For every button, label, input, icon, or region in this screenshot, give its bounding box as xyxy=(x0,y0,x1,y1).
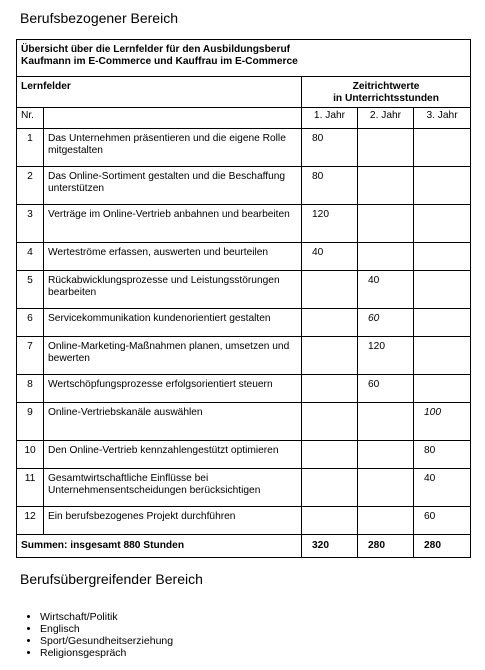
table-row xyxy=(17,375,471,403)
row-year2 xyxy=(358,469,414,507)
col-header-nr: Nr. xyxy=(17,108,44,129)
row-year3 xyxy=(414,129,471,167)
table-sum-row xyxy=(17,535,471,558)
section-title-berufsuebergreifend: Berufsübergreifender Bereich xyxy=(20,571,203,587)
row-text: Das Unternehmen präsentieren und die eigene Rolle mitgestalten xyxy=(44,129,302,167)
row-year3 xyxy=(414,243,471,271)
col-header-year1: 1. Jahr xyxy=(302,108,358,129)
sum-year3: 280 xyxy=(414,535,471,558)
row-year3 xyxy=(414,337,471,375)
col-header-year3: 3. Jahr xyxy=(414,108,471,129)
table-row xyxy=(17,243,471,271)
row-year1 xyxy=(302,337,358,375)
row-year3: 40 xyxy=(414,469,471,507)
table-row xyxy=(17,205,471,243)
row-nr: 10 xyxy=(17,441,44,469)
table-row xyxy=(17,403,471,441)
row-year2 xyxy=(358,205,414,243)
row-year2: 40 xyxy=(358,271,414,309)
row-year2 xyxy=(358,441,414,469)
row-text: Servicekommunikation kundenorientiert gestalten xyxy=(44,309,302,337)
row-nr: 6 xyxy=(17,309,44,337)
row-text: Rückabwicklungsprozesse und Leistungsstörungen bearbeiten xyxy=(44,271,302,309)
subjects-list xyxy=(22,611,173,659)
row-year1: 120 xyxy=(302,205,358,243)
row-text: Ein berufsbezogenes Projekt durchführen xyxy=(44,507,302,535)
row-nr: 1 xyxy=(17,129,44,167)
row-year2: 120 xyxy=(358,337,414,375)
table-row xyxy=(17,469,471,507)
row-nr: 9 xyxy=(17,403,44,441)
row-year3 xyxy=(414,375,471,403)
table-row xyxy=(17,441,471,469)
row-year1 xyxy=(302,271,358,309)
row-text: Werteströme erfassen, auswerten und beurteilen xyxy=(44,243,302,271)
row-year1 xyxy=(302,403,358,441)
row-nr: 2 xyxy=(17,167,44,205)
lernfelder-table xyxy=(16,39,471,558)
table-row xyxy=(17,337,471,375)
row-year1: 80 xyxy=(302,167,358,205)
row-year1 xyxy=(302,441,358,469)
row-year2 xyxy=(358,507,414,535)
row-text: Wertschöpfungsprozesse erfolgsorientiert steuern xyxy=(44,375,302,403)
sum-year2: 280 xyxy=(358,535,414,558)
row-year3: 80 xyxy=(414,441,471,469)
row-year1: 80 xyxy=(302,129,358,167)
table-row xyxy=(17,271,471,309)
row-year3 xyxy=(414,271,471,309)
row-nr: 8 xyxy=(17,375,44,403)
col-header-year2: 2. Jahr xyxy=(358,108,414,129)
row-year2 xyxy=(358,129,414,167)
list-item: • Englisch xyxy=(40,623,173,635)
row-nr: 4 xyxy=(17,243,44,271)
row-nr: 3 xyxy=(17,205,44,243)
sum-label: Summen: insgesamt 880 Stunden xyxy=(17,535,302,558)
row-text: Online-Marketing-Maßnahmen planen, umsetzen und bewerten xyxy=(44,337,302,375)
row-year3 xyxy=(414,309,471,337)
sum-year1: 320 xyxy=(302,535,358,558)
row-year1 xyxy=(302,375,358,403)
table-row xyxy=(17,129,471,167)
row-nr: 5 xyxy=(17,271,44,309)
table-row xyxy=(17,309,471,337)
table-row xyxy=(17,167,471,205)
row-year2 xyxy=(358,167,414,205)
zeitrichtwerte-line2: in Unterrichtsstunden xyxy=(333,93,439,104)
table-heading-line2: Kaufmann im E-Commerce und Kauffrau im E-Commerce xyxy=(21,56,298,67)
row-year1 xyxy=(302,469,358,507)
list-item: • Religionsgespräch xyxy=(40,647,173,659)
row-year2 xyxy=(358,403,414,441)
row-year2: 60 xyxy=(358,375,414,403)
row-year3: 60 xyxy=(414,507,471,535)
row-nr: 7 xyxy=(17,337,44,375)
table-header-row xyxy=(17,77,471,108)
table-heading-row xyxy=(17,40,471,77)
row-year2 xyxy=(358,243,414,271)
row-year1: 40 xyxy=(302,243,358,271)
row-nr: 11 xyxy=(17,469,44,507)
section-title-berufsbezogen: Berufsbezogener Bereich xyxy=(20,10,178,26)
row-year3 xyxy=(414,167,471,205)
row-text: Den Online-Vertrieb kennzahlengestützt optimieren xyxy=(44,441,302,469)
row-text: Verträge im Online-Vertrieb anbahnen und bearbeiten xyxy=(44,205,302,243)
col-header-zeitrichtwerte xyxy=(302,77,471,108)
row-text: Online-Vertriebskanäle auswählen xyxy=(44,403,302,441)
row-text: Gesamtwirtschaftliche Einflüsse bei Unternehmensentscheidungen berücksichtigen xyxy=(44,469,302,507)
list-item: • Wirtschaft/Politik xyxy=(40,611,173,623)
row-year3 xyxy=(414,205,471,243)
row-year1 xyxy=(302,309,358,337)
row-text: Das Online-Sortiment gestalten und die Beschaffung unterstützen xyxy=(44,167,302,205)
table-subheader-row xyxy=(17,108,471,129)
zeitrichtwerte-line1: Zeitrichtwerte xyxy=(352,81,420,92)
row-year1 xyxy=(302,507,358,535)
table-row xyxy=(17,507,471,535)
row-nr: 12 xyxy=(17,507,44,535)
col-header-empty xyxy=(44,108,302,129)
table-heading-line1: Übersicht über die Lernfelder für den Ausbildungsberuf xyxy=(21,44,291,55)
row-year3: 100 xyxy=(414,403,471,441)
table-heading xyxy=(17,40,471,77)
col-header-lernfelder: Lernfelder xyxy=(17,77,302,108)
list-item: • Sport/Gesundheitserziehung xyxy=(40,635,173,647)
row-year2: 60 xyxy=(358,309,414,337)
